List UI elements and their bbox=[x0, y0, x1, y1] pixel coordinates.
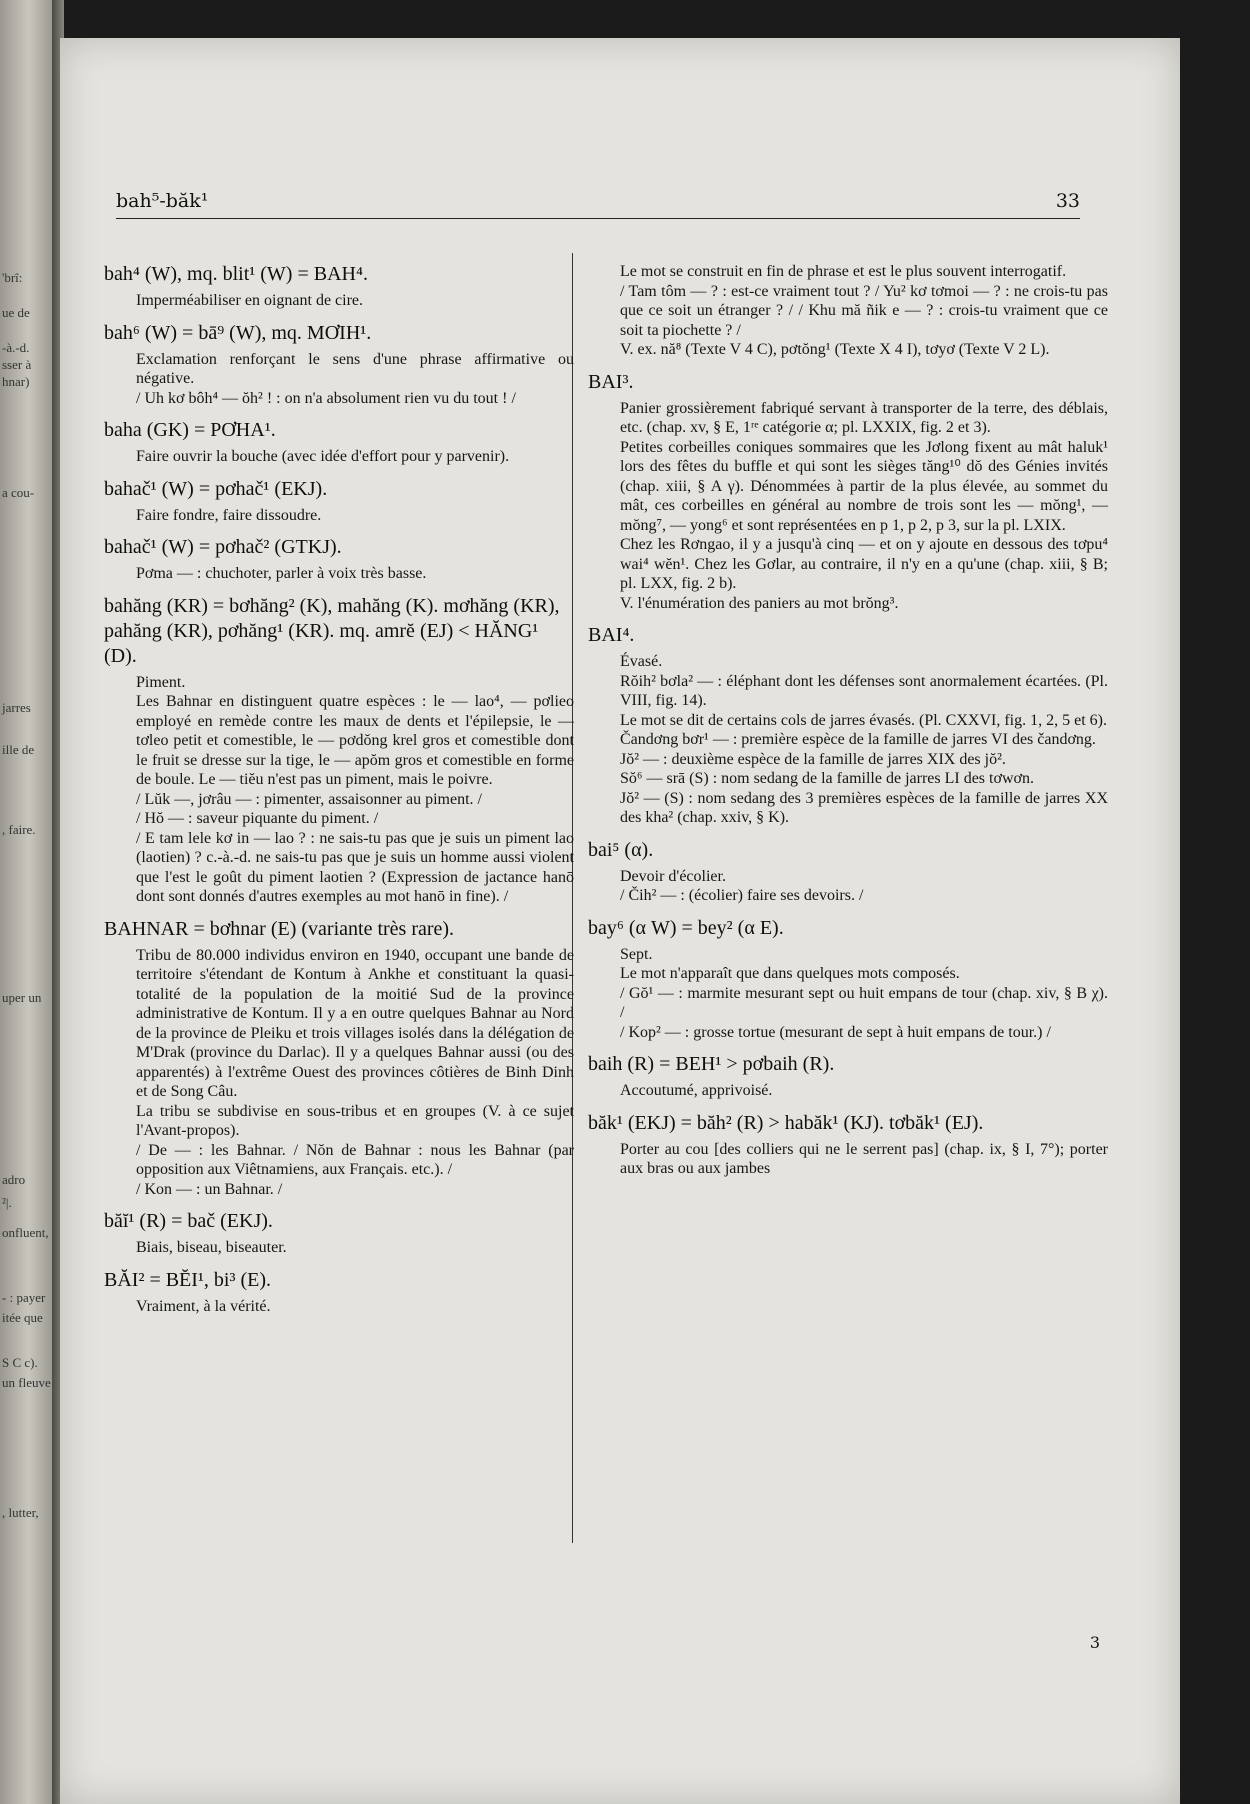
facing-page-fragment: itée que bbox=[2, 1310, 43, 1325]
dictionary-entry bbox=[104, 477, 574, 526]
entry-paragraph: Panier grossièrement fabriqué servant à transporter de la terre, des déblais, etc. (chap. xv, § E, 1ʳᵉ catégorie α; pl. LXXIX, fig. 2 et 3). bbox=[620, 399, 1108, 436]
entry-headword: bay⁶ (α W) = bey² (α E). bbox=[588, 916, 784, 939]
entry-paragraph: Tribu de 80.000 individus environ en 1940, occupant une bande de territoire s'étendant de Kontum à Ankhe et constituant la quasi-totalité de la population de la moitié Sud de la province administrative de Kontum. Il y a en outre quelques Bahnar au Nord de la province de Pleiku et trois villages isolés dans la délégation de M'Drak (province du Darlac). Il y a quelques Bahnar aussi (ou des apparentés) à l'extrême Ouest des provinces côtières de Binh Dinh et de Song Câu. bbox=[136, 946, 574, 1100]
dictionary-entry bbox=[104, 535, 574, 584]
entry-paragraph: Vraiment, à la vérité. bbox=[136, 1297, 271, 1315]
entry-paragraph: Évasé. bbox=[620, 653, 663, 670]
page-header bbox=[116, 188, 1080, 219]
dictionary-entry bbox=[104, 917, 574, 1200]
entry-paragraph: Sŏ⁶ — srā (S) : nom sedang de la famille de jarres LI des tơwơn. bbox=[620, 770, 1034, 787]
entry-headword: baih (R) = BEH¹ > pơbaih (R). bbox=[588, 1053, 835, 1075]
entry-body bbox=[104, 1238, 574, 1258]
entry-paragraph: Jŏ² — : deuxième espèce de la famille de jarres XIX des jŏ². bbox=[620, 750, 1006, 768]
facing-page-fragment: uper un bbox=[2, 990, 42, 1005]
entry-headword: bahač¹ (W) = pơhač¹ (EKJ). bbox=[104, 477, 328, 500]
entry-headword: băk¹ (EKJ) = băh² (R) > habăk¹ (KJ). tơbăk¹ (EJ). bbox=[588, 1111, 984, 1134]
entry-body bbox=[588, 652, 1108, 828]
entry-paragraph: / Lŭk —, jơrâu — : pimenter, assaisonner au piment. / bbox=[136, 790, 482, 808]
entry-paragraph: / Hŏ — : saveur piquante du piment. / bbox=[136, 810, 379, 827]
entry-headword: bah⁴ (W), mq. blit¹ (W) = BAH⁴. bbox=[104, 263, 368, 285]
entry-headword: băĭ¹ (R) = bač (EKJ). bbox=[104, 1210, 273, 1232]
facing-page-edge bbox=[0, 0, 52, 1804]
entry-paragraph: Faire ouvrir la bouche (avec idée d'effort pour y parvenir). bbox=[136, 448, 510, 465]
facing-page-fragment: hnar) bbox=[2, 374, 30, 389]
entry-body bbox=[588, 399, 1108, 614]
entry-body bbox=[104, 946, 574, 1200]
entry-paragraph: V. ex. nă⁸ (Texte V 4 C), pơtŏng¹ (Texte X 4 I), tơyơ (Texte V 2 L). bbox=[620, 341, 1050, 358]
dictionary-entry bbox=[588, 1111, 1108, 1179]
entry-body bbox=[588, 945, 1108, 1043]
entry-paragraph: Rŏih² bơla² — : éléphant dont les défenses sont anormalement écartées. (Pl. VIII, fig. 14). bbox=[620, 672, 1108, 709]
entry-paragraph: Piment. bbox=[136, 673, 186, 691]
dictionary-entry bbox=[104, 321, 574, 409]
entry-paragraph: Čandơng bơr¹ — : première espèce de la famille de jarres VI des čandơng. bbox=[620, 731, 1096, 748]
dictionary-entry bbox=[588, 623, 1108, 828]
entry-body bbox=[104, 506, 574, 526]
facing-page-fragment: ²|. bbox=[2, 1195, 12, 1210]
page-number: 33 bbox=[1055, 190, 1080, 212]
entry-paragraph: Chez les Rơngao, il y a jusqu'à cinq — et on y ajoute en dessous des tơpu⁴ wai⁴ wĕn¹. Chez les Gơlar, au contraire, il n'y en a qu'une (chap. xiii, § B; pl. LXX, fig. 2 b). bbox=[620, 536, 1108, 592]
facing-page-fragment: sser à bbox=[2, 357, 32, 372]
facing-page-fragment: ue de bbox=[2, 305, 30, 320]
entry-paragraph: / Gŏ¹ — : marmite mesurant sept ou huit empans de tour (chap. xiv, § B χ). / bbox=[620, 984, 1108, 1021]
entry-paragraph: Biais, biseau, biseauter. bbox=[136, 1239, 287, 1256]
entry-body bbox=[588, 1081, 1108, 1101]
entry-paragraph: / Kon — : un Bahnar. / bbox=[136, 1180, 283, 1198]
facing-page-fragment: 'brî: bbox=[2, 270, 23, 285]
entry-paragraph: Faire fondre, faire dissoudre. bbox=[136, 506, 322, 524]
facing-page-fragment: -à.-d. bbox=[2, 340, 30, 355]
dictionary-page bbox=[60, 38, 1180, 1804]
entry-headword: BAI³. bbox=[588, 370, 634, 393]
dictionary-entry bbox=[588, 916, 1108, 1043]
entry-headword: baha (GK) = PƠHA¹. bbox=[104, 419, 276, 441]
entry-paragraph: / Kop² — : grosse tortue (mesurant de sept à huit empans de tour.) / bbox=[620, 1023, 1051, 1041]
entry-body bbox=[104, 291, 574, 311]
dictionary-entry bbox=[104, 1209, 574, 1258]
running-head: bah⁵-băk¹ bbox=[116, 190, 209, 212]
left-column bbox=[104, 226, 574, 1316]
entry-body bbox=[104, 564, 574, 584]
entry-paragraph: Petites corbeilles coniques sommaires que les Jơlong fixent au mât haluk¹ lors des fêtes du buffle et qui sont les sièges tăng¹⁰ dŏ des Génies invités (chap. xiii, § A γ). Dénommées à partir de la plus élevée, au sommet du mât, ces corbeilles en général au nombre de trois sont les — mŏng¹, — mŏng⁷, — yong⁶ et sont représentées en p 1, p 2, p 3, sur la pl. LXIX. bbox=[620, 438, 1108, 534]
entry-paragraph: Jŏ² — (S) : nom sedang des 3 premières espèces de la famille de jarres XX des kha² (chap. xxiv, § K). bbox=[620, 789, 1108, 826]
entry-headword: bah⁶ (W) = bā⁹ (W), mq. MƠIH¹. bbox=[104, 321, 372, 344]
entry-paragraph: Accoutumé, apprivoisé. bbox=[620, 1082, 773, 1099]
entry-body bbox=[104, 673, 574, 907]
entry-paragraph: Devoir d'écolier. bbox=[620, 867, 726, 885]
dictionary-entry bbox=[588, 838, 1108, 906]
facing-page-fragment: jarres bbox=[2, 700, 31, 715]
entry-paragraph: Sept. bbox=[620, 945, 653, 963]
entry-headword: BĂI² = BĔI¹, bi³ (E). bbox=[104, 1268, 272, 1291]
entry-paragraph: / De — : les Bahnar. / Nŏn de Bahnar : nous les Bahnar (par opposition aux Viêtnamiens, aux Français. etc.). / bbox=[136, 1141, 574, 1178]
dictionary-entry bbox=[104, 418, 574, 467]
entry-body bbox=[104, 447, 574, 467]
entry-headword: bahač¹ (W) = pơhač² (GTKJ). bbox=[104, 536, 342, 558]
entry-paragraph: V. l'énumération des paniers au mot brŏng³. bbox=[620, 594, 899, 612]
facing-page-fragment: a cou- bbox=[2, 485, 35, 500]
entry-paragraph: Le mot n'apparaît que dans quelques mots composés. bbox=[620, 965, 960, 982]
dictionary-entry bbox=[588, 262, 1108, 360]
facing-page-fragment: , faire. bbox=[2, 822, 36, 837]
dictionary-entry bbox=[588, 370, 1108, 614]
facing-page-fragment: ille de bbox=[2, 742, 35, 757]
dictionary-entry bbox=[104, 1268, 574, 1317]
entry-body bbox=[588, 867, 1108, 906]
signature-folio: 3 bbox=[1089, 1633, 1100, 1652]
entry-paragraph: Pơma — : chuchoter, parler à voix très basse. bbox=[136, 565, 427, 582]
dictionary-entry bbox=[104, 594, 574, 907]
right-column bbox=[588, 226, 1108, 1179]
facing-page-fragment: onfluent, bbox=[2, 1225, 49, 1240]
entry-headword: bahăng (KR) = bơhăng² (K), mahăng (K). mơhăng (KR), pahăng (KR), pơhăng¹ (KR). mq. amrĕ (EJ) < HĂNG¹ (D). bbox=[104, 594, 560, 667]
entry-paragraph: Porter au cou [des colliers qui ne le serrent pas] (chap. ix, § I, 7°); porter aux bras ou aux jambes bbox=[620, 1140, 1108, 1177]
facing-page-fragment: - : payer bbox=[2, 1290, 46, 1305]
facing-page-fragment: adro bbox=[2, 1172, 26, 1187]
entry-paragraph: / E tam lele kơ in — lao ? : ne sais-tu pas que je suis un piment lao (laotien) ? c.-à.-d. ne sais-tu pas que je suis un homme aussi violent que l'est le goût du piment laotien ? (Expression de jactance hanō dont sont donnés d'autres exemples au mot hanō in fine). / bbox=[136, 829, 574, 905]
dictionary-entry bbox=[588, 1052, 1108, 1101]
facing-page-fragment: un fleuve bbox=[2, 1375, 51, 1390]
facing-page-fragment: , lutter, bbox=[2, 1505, 39, 1520]
entry-body bbox=[588, 262, 1108, 360]
entry-body bbox=[104, 1297, 574, 1317]
entry-paragraph: Le mot se dit de certains cols de jarres évasés. (Pl. CXXVI, fig. 1, 2, 5 et 6). bbox=[620, 711, 1107, 729]
entry-body bbox=[104, 350, 574, 409]
entry-paragraph: / Uh kơ bôh⁴ — ŏh² ! : on n'a absolument rien vu du tout ! / bbox=[136, 389, 516, 407]
facing-page-fragment: S C c). bbox=[2, 1355, 38, 1370]
entry-paragraph: / Tam tôm — ? : est-ce vraiment tout ? / Yu² kơ tơmoi — ? : ne crois-tu pas que ce soit un étranger ? / / Khu mă ñik e — ? : crois-tu vraiment que ce soit ta piochette ? / bbox=[620, 282, 1108, 339]
entry-headword: BAHNAR = bơhnar (E) (variante très rare). bbox=[104, 917, 455, 940]
entry-paragraph: / Čih² — : (écolier) faire ses devoirs. / bbox=[620, 887, 864, 904]
entry-paragraph: Exclamation renforçant le sens d'une phrase affirmative ou négative. bbox=[136, 350, 574, 387]
entry-headword: BAI⁴. bbox=[588, 624, 635, 646]
entry-body bbox=[588, 1140, 1108, 1179]
entry-headword: bai⁵ (α). bbox=[588, 838, 654, 861]
entry-paragraph: Les Bahnar en distinguent quatre espèces : le — lao⁴, — pơlieo employé en remède contre les maux de dents et l'épilepsie, le — tơleo petit et comestible, le — pơdŏng krel gros et comestible dont le fruit se dresse sur la tige, le — apŏm gros et comestible en forme de boule. Le — tiĕu n'est pas un piment, mais le poivre. bbox=[136, 693, 574, 788]
entry-paragraph: Le mot se construit en fin de phrase et est le plus souvent interrogatif. bbox=[620, 263, 1067, 280]
entry-paragraph: Imperméabiliser en oignant de cire. bbox=[136, 292, 364, 309]
dictionary-entry bbox=[104, 262, 574, 311]
entry-paragraph: La tribu se subdivise en sous-tribus et en groupes (V. à ce sujet l'Avant-propos). bbox=[136, 1102, 574, 1139]
